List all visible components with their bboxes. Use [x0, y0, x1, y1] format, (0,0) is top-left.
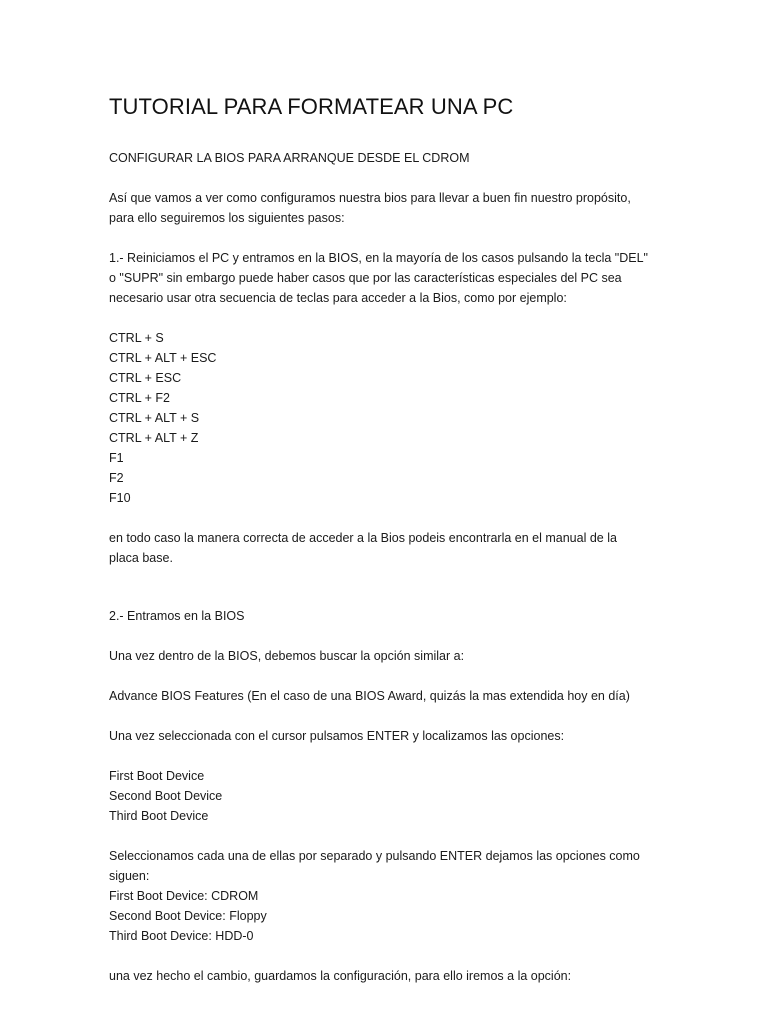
text-line: placa base.	[109, 551, 173, 565]
key-combo-item: F2	[109, 471, 124, 485]
key-combo-item: CTRL + F2	[109, 391, 171, 405]
boot-device-item: First Boot Device	[109, 769, 205, 783]
text-line: en todo caso la manera correcta de acceder a la Bios podeis encontrarla en el manual de la	[109, 531, 617, 545]
text-line: o "SUPR" sin embargo puede haber casos que por las características especiales del PC sea	[109, 271, 622, 285]
key-combo-item: F10	[109, 491, 131, 505]
key-combo-item: CTRL + S	[109, 331, 164, 345]
boot-setting-item: Third Boot Device: HDD-0	[109, 929, 254, 943]
text-line: siguen:	[109, 869, 150, 883]
text-line: 2.- Entramos en la BIOS	[109, 609, 245, 623]
boot-setting-item: Second Boot Device: Floppy	[109, 909, 267, 923]
key-combo-item: CTRL + ALT + S	[109, 411, 200, 425]
intro-paragraph	[109, 188, 649, 228]
boot-device-list	[109, 766, 649, 826]
key-combo-list	[109, 328, 649, 508]
boot-setting-item: First Boot Device: CDROM	[109, 889, 259, 903]
key-combo-item: CTRL + ALT + Z	[109, 431, 199, 445]
manual-paragraph	[109, 528, 649, 568]
text-line: Una vez seleccionada con el cursor pulsamos ENTER y localizamos las opciones:	[109, 729, 565, 743]
boot-device-item: Second Boot Device	[109, 789, 223, 803]
text-line: necesario usar otra secuencia de teclas para acceder a la Bios, como por ejemplo:	[109, 291, 567, 305]
document-title: TUTORIAL PARA FORMATEAR UNA PC	[109, 94, 514, 119]
text-line: Advance BIOS Features (En el caso de una BIOS Award, quizás la mas extendida hoy en día)	[109, 689, 630, 703]
step2-intro	[109, 646, 649, 666]
key-combo-item: F1	[109, 451, 124, 465]
document-content	[109, 93, 649, 986]
section-heading: CONFIGURAR LA BIOS PARA ARRANQUE DESDE EL CDROM	[109, 151, 470, 165]
text-line: Una vez dentro de la BIOS, debemos buscar la opción similar a:	[109, 649, 465, 663]
text-line: Seleccionamos cada una de ellas por separado y pulsando ENTER dejamos las opciones como	[109, 849, 640, 863]
select-each-paragraph	[109, 846, 649, 946]
text-line: 1.- Reiniciamos el PC y entramos en la BIOS, en la mayoría de los casos pulsando la tecla "DEL"	[109, 251, 648, 265]
text-line: Así que vamos a ver como configuramos nuestra bios para llevar a buen fin nuestro propósito,	[109, 191, 631, 205]
save-paragraph	[109, 966, 649, 986]
advance-option-text	[109, 686, 649, 706]
select-text	[109, 726, 649, 746]
boot-device-item: Third Boot Device	[109, 809, 209, 823]
key-combo-item: CTRL + ESC	[109, 371, 182, 385]
key-combo-item: CTRL + ALT + ESC	[109, 351, 217, 365]
step1-paragraph	[109, 248, 649, 308]
text-line: una vez hecho el cambio, guardamos la configuración, para ello iremos a la opción:	[109, 969, 572, 983]
step2-heading	[109, 606, 649, 626]
text-line: para ello seguiremos los siguientes pasos:	[109, 211, 345, 225]
